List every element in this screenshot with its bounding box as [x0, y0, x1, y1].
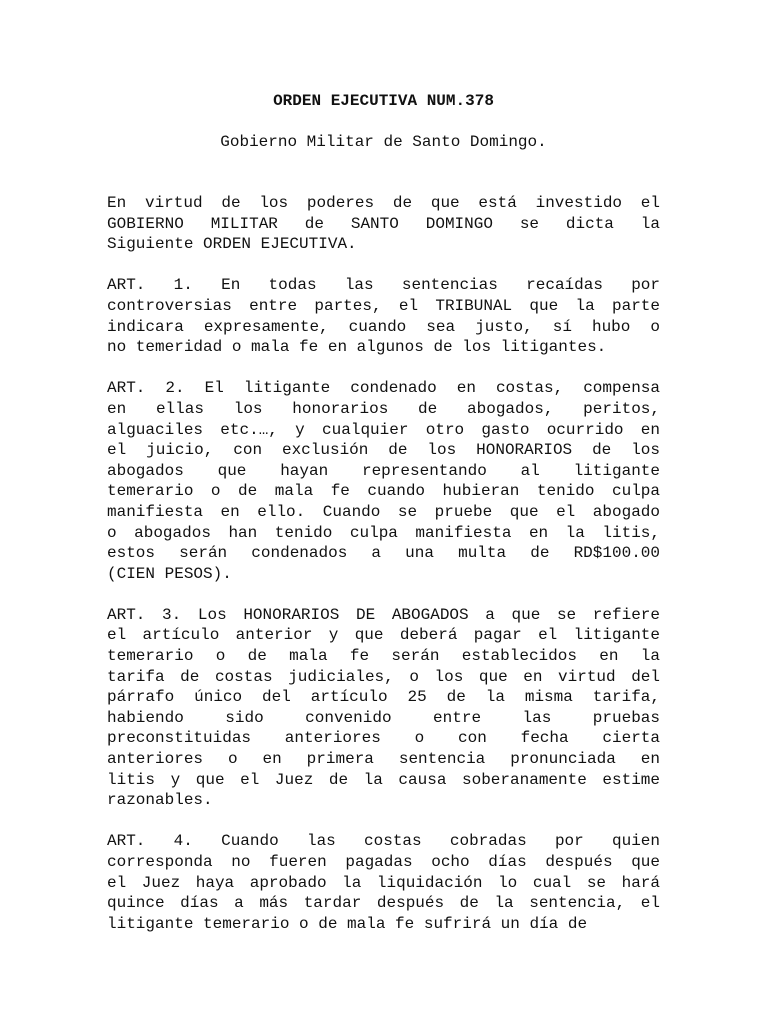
paragraph [107, 831, 660, 934]
paragraph-line: no temeridad o mala fe en algunos de los litigantes. [107, 338, 607, 357]
paragraph-line: ART. 1. En todas las sentencias recaídas por [107, 276, 660, 295]
paragraph-line: abogados que hayan representando al litigante [107, 461, 660, 480]
paragraph-line: el juicio, con exclusión de los HONORARIOS de los [107, 441, 660, 460]
paragraph-line: alguaciles etc.…, y cualquier otro gasto ocurrido en [107, 420, 660, 439]
paragraph [107, 378, 660, 584]
paragraph [107, 193, 660, 255]
paragraph-line: En virtud de los poderes de que está investido el [107, 194, 660, 212]
paragraph-line: quince días a más tardar después de la sentencia, el [107, 894, 660, 913]
document-page [107, 90, 660, 955]
paragraph-line: ART. 3. Los HONORARIOS DE ABOGADOS a que se refiere [107, 605, 660, 624]
paragraph-line: en ellas los honorarios de abogados, peritos, [107, 399, 660, 418]
paragraph-line: ART. 4. Cuando las costas cobradas por quien [107, 832, 660, 851]
paragraph-line: estos serán condenados a una multa de RD$100.00 [107, 544, 660, 563]
paragraph-line: manifiesta en ello. Cuando se pruebe que el abogado [107, 502, 660, 521]
paragraph-line: litigante temerario o de mala fe sufrirá un día de [107, 914, 588, 933]
paragraph-line: el artículo anterior y que deberá pagar el litigante [107, 626, 660, 645]
paragraph-line: habiendo sido convenido entre las pruebas [107, 708, 660, 727]
paragraph-line: corresponda no fueren pagadas ocho días después que [107, 853, 660, 871]
paragraph-line: anteriores o en primera sentencia pronunciada en [107, 750, 660, 769]
paragraph [107, 605, 660, 811]
paragraph-line: GOBIERNO MILITAR de SANTO DOMINGO se dicta la [107, 214, 660, 233]
paragraph-line: controversias entre partes, el TRIBUNAL que la parte [107, 296, 660, 315]
paragraph-line: litis y que el Juez de la causa soberanamente estime [107, 770, 660, 789]
paragraph-line: (CIEN PESOS). [107, 564, 232, 583]
document-body [107, 193, 660, 934]
paragraph-line: razonables. [107, 791, 213, 810]
paragraph-line: temerario o de mala fe serán establecidos en la [107, 647, 660, 666]
paragraph-line: o abogados han tenido culpa manifiesta en la litis, [107, 523, 660, 542]
document-title: ORDEN EJECUTIVA NUM.378 [273, 92, 494, 110]
paragraph-line: párrafo único del artículo 25 de la misma tarifa, [107, 688, 660, 707]
paragraph-line: Siguiente ORDEN EJECUTIVA. [107, 235, 357, 254]
paragraph-line: indicara expresamente, cuando sea justo, sí hubo o [107, 317, 660, 336]
paragraph-line: ART. 2. El litigante condenado en costas, compensa [107, 379, 660, 398]
paragraph [107, 275, 660, 357]
paragraph-line: tarifa de costas judiciales, o los que en virtud del [107, 667, 660, 686]
document-subtitle: Gobierno Militar de Santo Domingo. [220, 133, 547, 151]
paragraph-line: preconstituidas anteriores o con fecha cierta [107, 729, 660, 748]
paragraph-line: temerario o de mala fe cuando hubieran tenido culpa [107, 482, 660, 501]
paragraph-line: el Juez haya aprobado la liquidación lo cual se hará [107, 873, 660, 892]
